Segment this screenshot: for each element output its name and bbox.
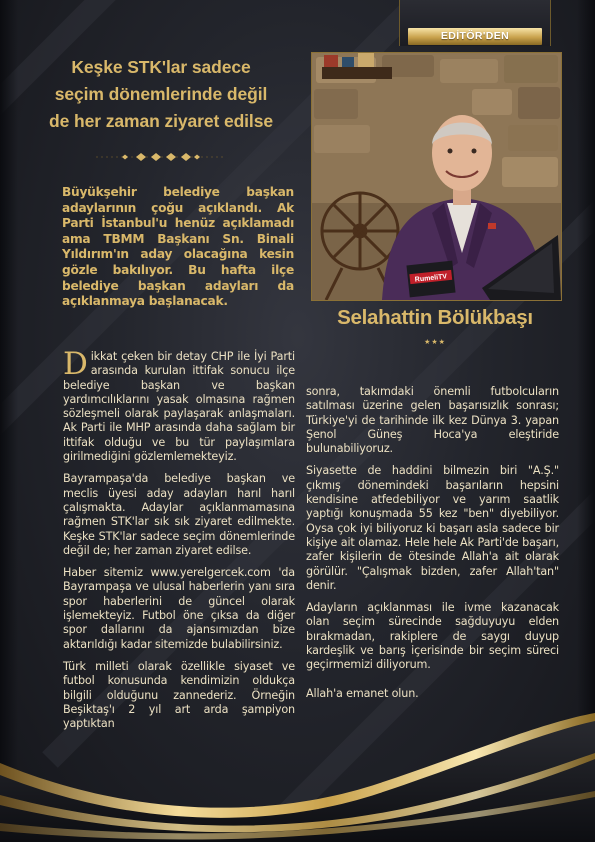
author-stars: ★★★ [424, 338, 446, 346]
paragraph-1-text: ikkat çeken bir detay CHP ile İyi Parti arasında kurulan ittifak sonucu ilçe belediye başkan ve başkan yardımcılıklarını yasak olmasına rağmen sözleşmeli olarak paylaşarak anlaşmaları. Ak Parti ile MHP arasında daha sağlam bir ittifak olduğu ve bu tür paylaşımlara girilmediğini gözlemlemekteyiz. [63, 350, 295, 464]
paragraph-2: Bayrampaşa'da belediye başkan ve meclis üyesi aday adayları harıl harıl çalışmakta. Adaylar açıklanmamasına rağmen STK'lar sık sık ziyaret edilmekte. Keşke STK'lar sadece seçim dönemlerinde değil de; her zaman ziyaret edilse. [63, 472, 295, 557]
author-name: Selahattin Bölükbaşı [337, 306, 533, 329]
headline-line-1: Keşke STK'lar sadece [71, 57, 251, 77]
section-tab-label: EDİTÖR'DEN [408, 28, 542, 45]
diamond-divider-ornament [96, 151, 226, 163]
paragraph-3: Haber sitemiz www.yerelgercek.com 'da Bayrampaşa ve ulusal haberlerin yanı sıra spor haberlerini de güncel olarak işlemekteyiz. Futbol öne çıksa da diğer spor dallarını da ajansımızdan bize aktarıldığı kadar sitemizde bulabilirsiniz. [63, 566, 295, 651]
gold-swoosh-decoration [0, 705, 595, 842]
drop-cap: D [63, 346, 88, 382]
paragraph-7: Adayların açıklanması ile ivme kazanacak olan seçim sürecinde sağduyuyu elden bırakmadan, rakiplere de saygı duyup kardeşlik ve barış içerisinde bir seçim süreci geçirmemizi diliyorum. [306, 601, 559, 672]
headline-line-2: seçim dönemlerinde değil [54, 84, 268, 104]
article-column-right [306, 385, 559, 709]
article-column-left [63, 346, 295, 739]
author-photo [311, 52, 562, 301]
paragraph-6: Siyasette de haddini bilmezin biri "A.Ş." çıkmış dönemindeki başarıların hepsini kendisine atfedebiliyor ve yarım saatlik yaptığı konuşmada 55 kez "ben" diyebiliyor. Oysa çok iyi biliyoruz ki başarı asla sadece bir kişiye ait olamaz. Hele hele Ak Parti'de başarı, zafer kişilerin de ötesinde Allah'a ait olarak görülür. "Çalışmak bizden, zafer Allah'tan" denir. [306, 464, 559, 592]
headline [30, 54, 292, 135]
microphone-cube [406, 261, 455, 298]
paragraph-4: Türk milleti olarak özellikle siyaset ve futbol konusunda kendimizin oldukça bilgili olduğunu zannederiz. Örneğin Beşiktaş'ı 2 yıl art arda şampiyon yaptıktan [63, 659, 295, 731]
headline-line-3: de her zaman ziyaret edilse [49, 111, 273, 131]
svg-text:RumeliTV: RumeliTV [414, 273, 448, 284]
closing-line: Allah'a emanet olun. [306, 686, 419, 700]
lead-paragraph: Büyükşehir belediye başkan adaylarının çoğu açıklandı. Ak Parti İstanbul'u henüz açıklamadı ama TBMM Başkanı Sn. Binali Yıldırım'ın aday olacağına kesin gözle bakılıyor. Bu hafta ilçe belediye başkan adayları da açıklanmaya başlanacak. [62, 185, 294, 309]
section-tab [399, 0, 551, 46]
paragraph-1 [63, 346, 295, 464]
paragraph-5: sonra, takımdaki önemli futbolcuların satılması üzerine gelen başarısızlık sonrası; Türkiye'yi de tarihinde ilk kez Dünya 3. yapan Şenol Güneş Hoca'ya eleştiride bulunabiliyoruz. [306, 385, 559, 456]
